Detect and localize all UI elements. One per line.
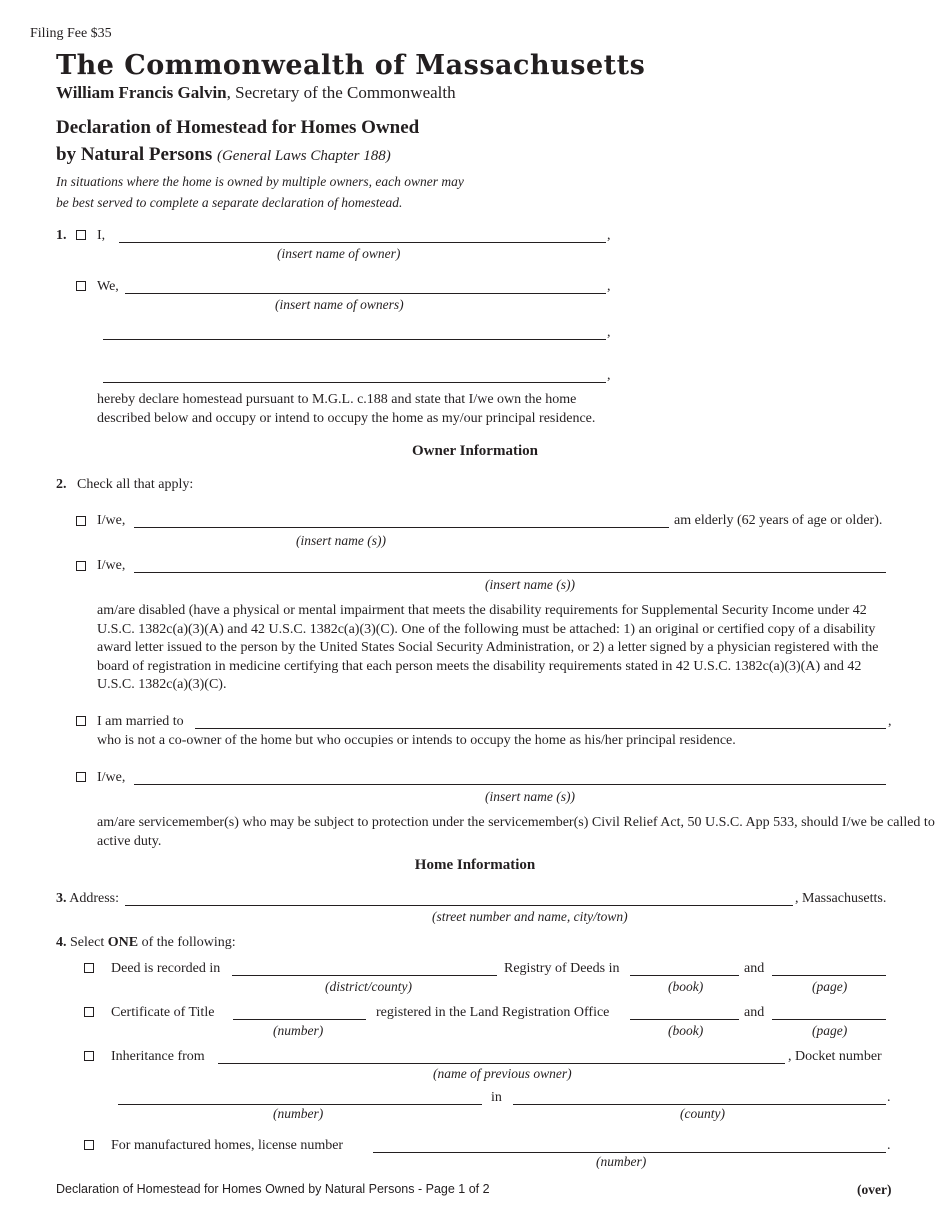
form-title-line1: Declaration of Homestead for Homes Owned bbox=[56, 117, 420, 138]
disabled-checkbox[interactable] bbox=[76, 561, 86, 571]
in-label: in bbox=[491, 1090, 502, 1105]
deed-and: and bbox=[744, 961, 765, 976]
elderly-names-line[interactable] bbox=[134, 527, 669, 528]
servicemember-checkbox[interactable] bbox=[76, 772, 86, 782]
certificate-number-caption: (number) bbox=[273, 1023, 324, 1038]
chapter-ref: (General Laws Chapter 188) bbox=[216, 148, 391, 164]
district-caption: (district/county) bbox=[325, 979, 412, 994]
docket-number-caption: (number) bbox=[273, 1106, 324, 1121]
section-3-number: 3. bbox=[56, 891, 67, 906]
owner-name-caption: (insert name of owner) bbox=[277, 246, 401, 261]
certificate-label: Certificate of Title bbox=[111, 1005, 215, 1020]
address-label: Address: bbox=[69, 891, 120, 906]
certificate-book-caption: (book) bbox=[668, 1023, 704, 1038]
owners-name-line-3[interactable] bbox=[103, 382, 606, 383]
owners-multiple-checkbox[interactable] bbox=[76, 281, 86, 291]
manufactured-home-checkbox[interactable] bbox=[84, 1140, 94, 1150]
deed-district-line[interactable] bbox=[232, 975, 497, 976]
certificate-checkbox[interactable] bbox=[84, 1007, 94, 1017]
select-post: of the following: bbox=[138, 935, 236, 950]
certificate-book-line[interactable] bbox=[630, 1019, 739, 1020]
period: . bbox=[887, 1090, 891, 1105]
disabled-names-line[interactable] bbox=[134, 572, 886, 573]
deed-page-caption: (page) bbox=[812, 979, 848, 994]
owner-information-heading: Owner Information bbox=[412, 443, 538, 459]
elderly-iwe-label: I/we, bbox=[97, 513, 126, 528]
certificate-page-caption: (page) bbox=[812, 1023, 848, 1038]
disabled-names-caption: (insert name (s)) bbox=[485, 577, 575, 592]
check-all-label: Check all that apply: bbox=[77, 477, 194, 492]
docket-number-line[interactable] bbox=[118, 1104, 482, 1105]
servicemember-description: am/are servicemember(s) who may be subject to protection under the servicemember(s) Civil Relief Act, 50 U.S.C. App 533, should I/we be called to active duty. bbox=[97, 815, 935, 849]
select-one: ONE bbox=[107, 935, 139, 950]
license-number-caption: (number) bbox=[596, 1154, 647, 1169]
comma: , bbox=[607, 228, 611, 243]
select-one-line bbox=[56, 935, 236, 951]
owners-name-caption: (insert name of owners) bbox=[275, 297, 404, 312]
owner-single-label: I, bbox=[97, 228, 106, 243]
married-label: I am married to bbox=[97, 714, 184, 729]
inheritance-label: Inheritance from bbox=[111, 1049, 205, 1064]
inheritance-checkbox[interactable] bbox=[84, 1051, 94, 1061]
deed-page-line[interactable] bbox=[772, 975, 886, 976]
disabled-iwe-label: I/we, bbox=[97, 558, 126, 573]
home-information-heading: Home Information bbox=[414, 857, 536, 873]
previous-owner-line[interactable] bbox=[218, 1063, 785, 1064]
over-indicator: (over) bbox=[857, 1182, 892, 1197]
docket-label: , Docket number bbox=[788, 1049, 882, 1064]
declaration-text-2: described below and occupy or intend to occupy the home as my/our principal residence. bbox=[97, 411, 596, 426]
certificate-number-line[interactable] bbox=[233, 1019, 366, 1020]
filing-fee: Filing Fee $35 bbox=[30, 26, 112, 41]
deed-label: Deed is recorded in bbox=[111, 961, 221, 976]
comma: , bbox=[607, 325, 611, 340]
manufactured-home-label: For manufactured homes, license number bbox=[111, 1138, 344, 1153]
registry-label: Registry of Deeds in bbox=[504, 961, 620, 976]
deed-book-line[interactable] bbox=[630, 975, 739, 976]
servicemember-names-caption: (insert name (s)) bbox=[485, 789, 575, 804]
owners-name-line-1[interactable] bbox=[125, 293, 606, 294]
owners-name-line-2[interactable] bbox=[103, 339, 606, 340]
disabled-description: am/are disabled (have a physical or mental impairment that meets the disability requirements for Supplemental Security Income under 42 U.S.C. 1382c(a)(3)(A) and 42 U.S.C. 1382c(a)(3)(C). One of the following must be attached: 1) an original or certified copy of a disability award letter issued to the person by the United States Social Security Administration, or 2) a letter signed by a physician registered with the board of registration in medicine certifying that each person meets the disability requirements stated in 42 U.S.C. 1382c(a)(3)(A) and 42 U.S.C. 1382c(a)(3)(C). bbox=[97, 603, 879, 692]
married-description: who is not a co-owner of the home but who occupies or intends to occupy the home as his/her principal residence. bbox=[97, 733, 736, 748]
section-2-number: 2. bbox=[56, 477, 67, 492]
multiple-owner-note-1: In situations where the home is owned by multiple owners, each owner may bbox=[56, 174, 464, 189]
owners-multiple-label: We, bbox=[97, 279, 119, 294]
county-line[interactable] bbox=[513, 1104, 886, 1105]
multiple-owner-note-2: be best served to complete a separate declaration of homestead. bbox=[56, 195, 403, 210]
owner-single-checkbox[interactable] bbox=[76, 230, 86, 240]
address-caption: (street number and name, city/town) bbox=[432, 909, 628, 924]
spouse-name-line[interactable] bbox=[195, 728, 886, 729]
certificate-and: and bbox=[744, 1005, 765, 1020]
registered-label: registered in the Land Registration Office bbox=[376, 1005, 610, 1020]
previous-owner-caption: (name of previous owner) bbox=[433, 1066, 572, 1081]
comma: , bbox=[607, 279, 611, 294]
form-title-line2 bbox=[56, 144, 391, 166]
county-caption: (county) bbox=[680, 1106, 725, 1121]
license-number-line[interactable] bbox=[373, 1152, 886, 1153]
select-pre: Select bbox=[70, 935, 108, 950]
secretary-line bbox=[56, 83, 456, 103]
deed-book-caption: (book) bbox=[668, 979, 704, 994]
commonwealth-heading: The Commonwealth of Massachusetts bbox=[56, 50, 646, 81]
address-line[interactable] bbox=[125, 905, 793, 906]
address-label-line bbox=[56, 891, 119, 907]
secretary-title: , Secretary of the Commonwealth bbox=[226, 83, 456, 102]
elderly-text: am elderly (62 years of age or older). bbox=[674, 513, 883, 528]
elderly-checkbox[interactable] bbox=[76, 516, 86, 526]
comma: , bbox=[607, 368, 611, 383]
owner-name-line[interactable] bbox=[119, 242, 606, 243]
massachusetts-suffix: , Massachusetts. bbox=[795, 891, 887, 906]
declaration-text-1: hereby declare homestead pursuant to M.G.L. c.188 and state that I/we own the home bbox=[97, 392, 577, 407]
deed-checkbox[interactable] bbox=[84, 963, 94, 973]
section-4-number: 4. bbox=[56, 935, 67, 950]
elderly-names-caption: (insert name (s)) bbox=[296, 533, 386, 548]
footer-page-label: Declaration of Homestead for Homes Owned by Natural Persons - Page 1 of 2 bbox=[56, 1182, 490, 1196]
servicemember-iwe-label: I/we, bbox=[97, 770, 126, 785]
servicemember-names-line[interactable] bbox=[134, 784, 886, 785]
married-checkbox[interactable] bbox=[76, 716, 86, 726]
certificate-page-line[interactable] bbox=[772, 1019, 886, 1020]
section-1-number: 1. bbox=[56, 228, 67, 243]
comma: , bbox=[888, 714, 892, 729]
secretary-name: William Francis Galvin bbox=[56, 83, 227, 102]
form-title-persons: by Natural Persons bbox=[56, 144, 213, 165]
period: . bbox=[887, 1138, 891, 1153]
